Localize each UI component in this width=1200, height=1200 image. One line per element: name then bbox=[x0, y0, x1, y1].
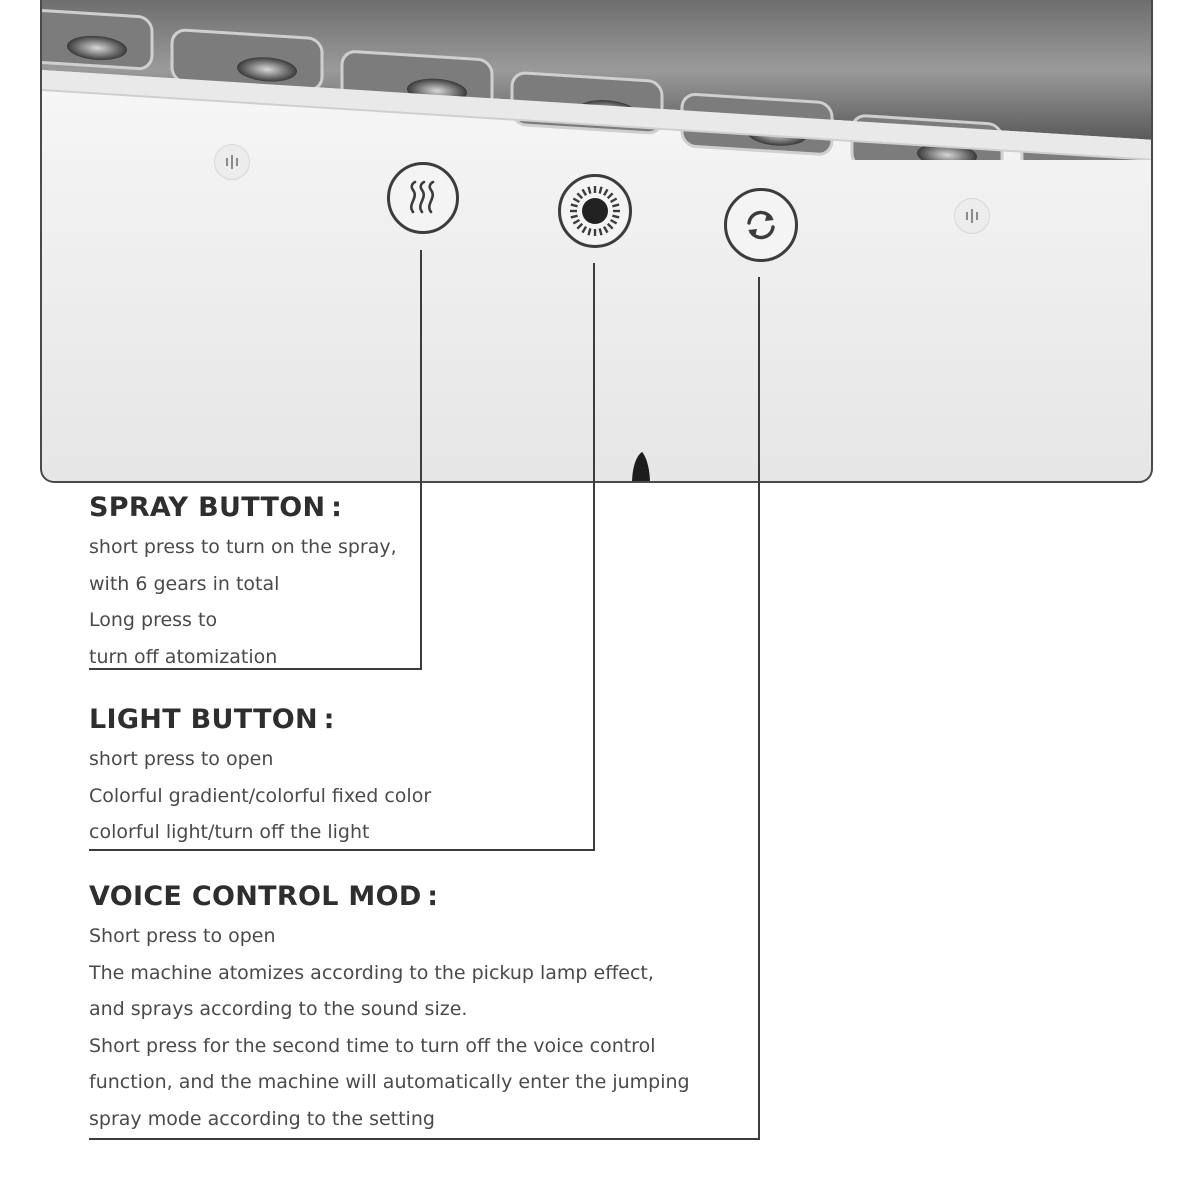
dial-tick bbox=[577, 193, 582, 198]
steam-waves-icon bbox=[403, 178, 443, 218]
dial-tick bbox=[612, 216, 619, 218]
description-line: Short press for the second time to turn off the voice control bbox=[89, 1034, 656, 1057]
dial-tick bbox=[589, 187, 591, 194]
dial-tick bbox=[604, 227, 608, 233]
spray-leader-line bbox=[420, 250, 422, 670]
dial-tick bbox=[571, 216, 578, 218]
description-line: Long press to bbox=[89, 609, 218, 631]
dial-tick bbox=[611, 199, 617, 203]
description-line: with 6 gears in total bbox=[89, 572, 280, 595]
power-cord bbox=[630, 448, 652, 483]
dial-tick bbox=[608, 224, 613, 229]
voice-description bbox=[89, 881, 690, 1137]
voice-underline bbox=[89, 1138, 760, 1140]
dial-tick bbox=[577, 224, 582, 229]
voice-title: VOICE CONTROL MOD : bbox=[89, 881, 439, 912]
dial-tick bbox=[612, 205, 619, 207]
light-dial-icon bbox=[564, 180, 626, 242]
dial-tick bbox=[600, 228, 602, 235]
light-button[interactable] bbox=[558, 174, 632, 248]
description-line: spray mode according to the setting bbox=[89, 1107, 435, 1130]
light-leader-line bbox=[593, 263, 595, 851]
dial-tick bbox=[573, 199, 579, 203]
dial-tick bbox=[583, 189, 587, 195]
dial-tick bbox=[608, 193, 613, 198]
description-line: Colorful gradient/colorful fixed color bbox=[89, 784, 432, 807]
dial-tick bbox=[573, 220, 579, 224]
description-line: colorful light/turn off the light bbox=[89, 821, 370, 843]
description-line: The machine atomizes according to the pickup lamp effect, bbox=[89, 961, 654, 984]
spray-title: SPRAY BUTTON : bbox=[89, 492, 343, 523]
light-description bbox=[89, 704, 431, 851]
dial-tick bbox=[611, 220, 617, 224]
dial-tick bbox=[604, 189, 608, 195]
dial-tick bbox=[583, 227, 587, 233]
microphone-hole-icon bbox=[214, 144, 250, 180]
description-line: turn off atomization bbox=[89, 645, 278, 668]
microphone-hole-icon bbox=[954, 198, 990, 234]
description-line: short press to turn on the spray, bbox=[89, 536, 397, 558]
dial-tick bbox=[600, 187, 602, 194]
humidifier-panel bbox=[40, 0, 1153, 483]
spray-button[interactable] bbox=[387, 162, 459, 234]
description-line: Short press to open bbox=[89, 925, 276, 947]
nozzle-grille bbox=[42, 0, 1151, 160]
light-title: LIGHT BUTTON : bbox=[89, 704, 335, 735]
voice-leader-line bbox=[758, 277, 760, 1140]
voice-control-button[interactable] bbox=[724, 188, 798, 262]
spray-description bbox=[89, 492, 397, 675]
dial-tick bbox=[571, 205, 578, 207]
description-line: short press to open bbox=[89, 748, 274, 770]
description-line: and sprays according to the sound size. bbox=[89, 998, 468, 1020]
description-line: function, and the machine will automatically enter the jumping bbox=[89, 1071, 690, 1093]
dial-tick bbox=[589, 228, 591, 235]
refresh-cycle-icon bbox=[740, 204, 782, 246]
